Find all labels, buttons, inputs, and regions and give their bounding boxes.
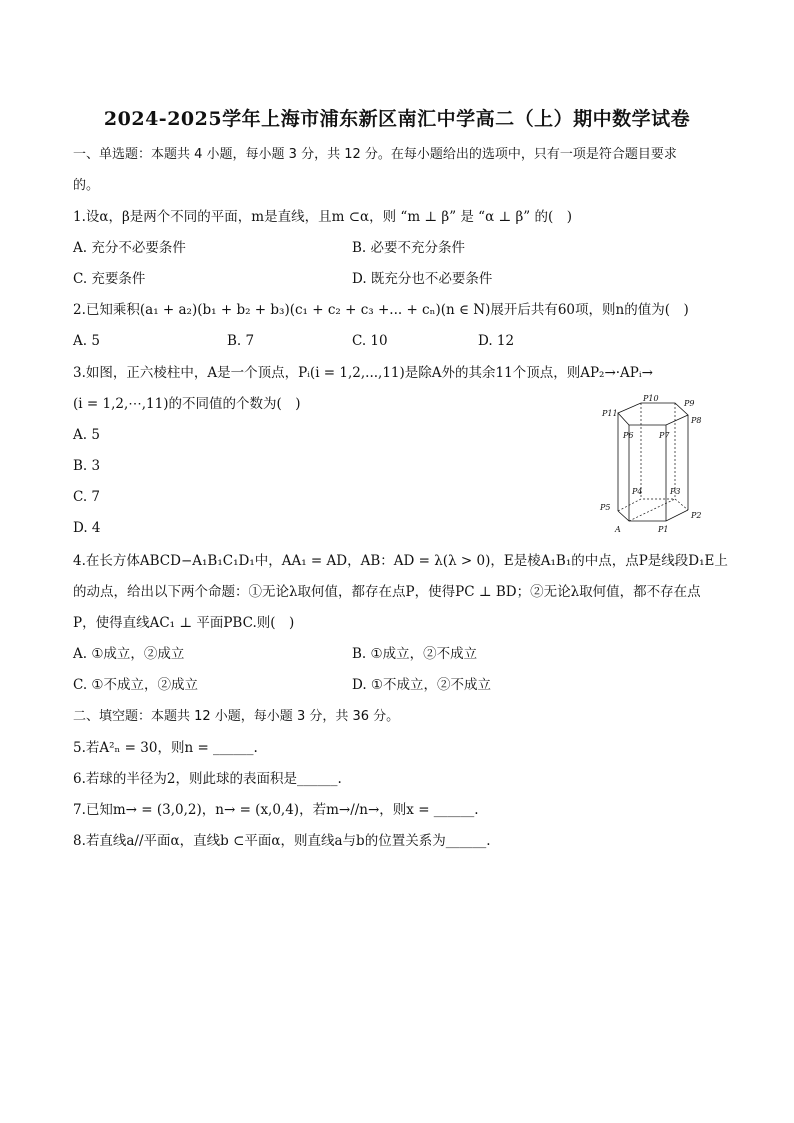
question-1-option-b: B. 必要不充分条件 xyxy=(352,240,466,256)
prism-bottom-hidden-edges xyxy=(618,499,688,511)
question-5: 5.若A²ₙ = 30，则n = ______. xyxy=(73,740,258,756)
question-8: 8.若直线a//平面α，直线b ⊂平面α，则直线a与b的位置关系为______. xyxy=(73,833,491,849)
question-3-stem-line-1: 3.如图，正六棱柱中，A是一个顶点，Pᵢ(i = 1,2,...,11)是除A外的其余11个顶点，则AP₂→·APᵢ→ xyxy=(73,365,653,381)
label-p2: P2 xyxy=(691,511,702,520)
question-1-option-c: C. 充要条件 xyxy=(73,271,146,287)
question-1-option-d: D. 既充分也不必要条件 xyxy=(352,271,493,287)
label-p6: P6 xyxy=(623,431,634,440)
question-4-option-b: B. ①成立，②不成立 xyxy=(352,646,478,662)
question-3-option-c: C. 7 xyxy=(73,489,101,505)
question-4-stem-line-3: P，使得直线AC₁ ⊥ 平面PBC.则( ) xyxy=(73,615,295,631)
question-3-option-a: A. 5 xyxy=(73,427,100,443)
question-3-option-b: B. 3 xyxy=(73,458,101,474)
label-p5: P5 xyxy=(600,503,611,512)
question-2-option-d: D. 12 xyxy=(478,333,515,349)
label-p10: P10 xyxy=(643,394,659,403)
question-3-stem-line-2: (i = 1,2,⋯,11)的不同值的个数为( ) xyxy=(73,396,301,412)
label-p11: P11 xyxy=(602,409,618,418)
question-2-option-a: A. 5 xyxy=(73,333,100,349)
section-1-header-line-1: 一、单选题：本题共 4 小题，每小题 3 分，共 12 分。在每小题给出的选项中，只有一项是符合题目要求 xyxy=(73,147,677,162)
question-2-option-c: C. 10 xyxy=(352,333,388,349)
question-2-stem: 2.已知乘积(a₁ + a₂)(b₁ + b₂ + b₃)(c₁ + c₂ + c₃ +... + cₙ)(n ∈ N)展开后共有60项，则n的值为( ) xyxy=(73,302,689,318)
question-4-stem-line-2: 的动点，给出以下两个命题：①无论λ取何值，都存在点P，使得PC ⊥ BD；②无论λ取何值，都不存在点 xyxy=(73,584,701,600)
question-4-stem-line-1: 4.在长方体ABCD−A₁B₁C₁D₁中，AA₁ = AD，AB：AD = λ(λ > 0)，E是棱A₁B₁的中点，点P是线段D₁E上 xyxy=(73,553,728,569)
exam-title: 2024-2025学年上海市浦东新区南汇中学高二（上）期中数学试卷 xyxy=(103,108,691,130)
section-2-header: 二、填空题：本题共 12 小题，每小题 3 分，共 36 分。 xyxy=(73,709,400,724)
label-a: A xyxy=(615,525,621,534)
question-3-option-d: D. 4 xyxy=(73,520,101,536)
question-4-option-a: A. ①成立，②成立 xyxy=(73,646,185,662)
section-1-header-line-2: 的。 xyxy=(73,178,100,193)
label-p3: P3 xyxy=(670,487,681,496)
label-p1: P1 xyxy=(658,525,669,534)
prism-bottom-front-edges xyxy=(618,510,688,521)
hexagonal-prism-figure xyxy=(596,393,706,538)
question-2-option-b: B. 7 xyxy=(227,333,255,349)
question-7: 7.已知m→ = (3,0,2)，n→ = (x,0,4)，若m→//n→，则x = ______. xyxy=(73,802,479,818)
question-6: 6.若球的半径为2，则此球的表面积是______. xyxy=(73,771,342,787)
question-4-option-c: C. ①不成立，②成立 xyxy=(73,677,199,693)
label-p7: P7 xyxy=(659,431,670,440)
question-4-option-d: D. ①不成立，②不成立 xyxy=(352,677,492,693)
prism-diagonal-hidden xyxy=(629,499,675,521)
label-p4: P4 xyxy=(632,487,643,496)
question-1-stem: 1.设α，β是两个不同的平面，m是直线，且m ⊂α，则 “m ⊥ β” 是 “α ⊥ β” 的( ) xyxy=(73,209,573,225)
label-p8: P8 xyxy=(691,416,702,425)
label-p9: P9 xyxy=(684,399,695,408)
question-1-option-a: A. 充分不必要条件 xyxy=(73,240,186,256)
prism-top-face xyxy=(618,403,688,425)
